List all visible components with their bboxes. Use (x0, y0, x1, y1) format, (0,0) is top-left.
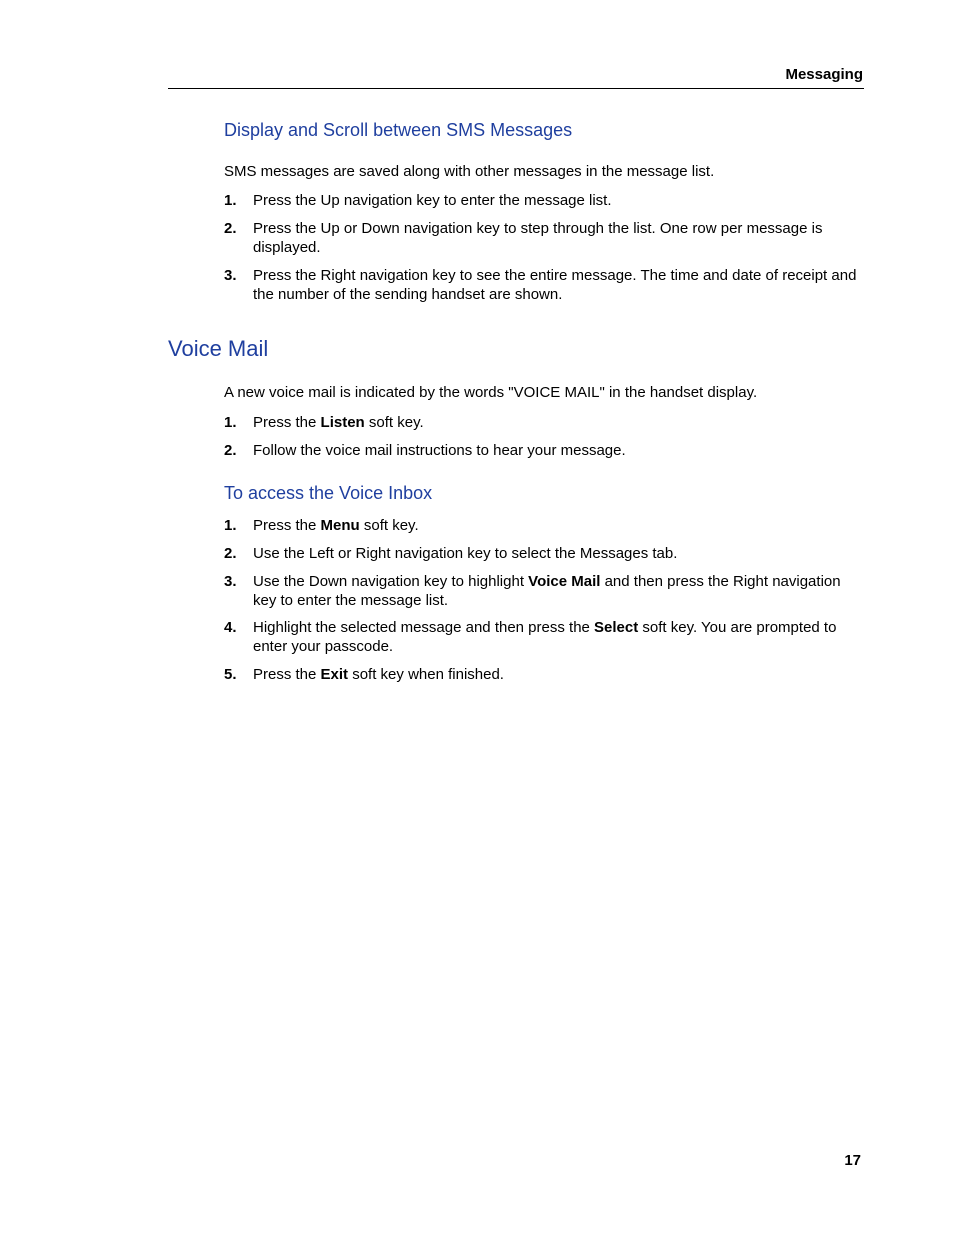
step-number: 4. (224, 619, 237, 636)
step-number: 3. (224, 267, 237, 284)
step-number: 1. (224, 517, 237, 534)
soft-key-name: Listen (320, 414, 365, 431)
sms-heading: Display and Scroll between SMS Messages (224, 120, 573, 140)
soft-key-name: Select (594, 619, 639, 636)
step-text: Follow the voice mail instructions to hear your message. (253, 442, 626, 459)
step-number: 3. (224, 573, 237, 590)
header-rule (168, 88, 864, 89)
step-number: 5. (224, 666, 237, 683)
page-number: 17 (844, 1152, 861, 1169)
step-text: Use the Left or Right navigation key to select the Messages tab. (253, 545, 678, 562)
voicemail-intro: A new voice mail is indicated by the words "VOICE MAIL" in the handset display. (224, 384, 758, 401)
step-number: 2. (224, 220, 237, 237)
sms-step (224, 219, 864, 257)
inbox-step (224, 544, 864, 563)
step-text: Use the Down navigation key to highlight Voice Mail and then press the Right navigation key to enter the message list. (253, 573, 841, 609)
step-number: 2. (224, 442, 237, 459)
sms-step (224, 191, 864, 210)
menu-item-name: Voice Mail (528, 573, 601, 590)
soft-key-name: Menu (320, 517, 360, 534)
step-number: 1. (224, 414, 237, 431)
inbox-step (224, 665, 864, 684)
soft-key-name: Exit (320, 666, 349, 683)
voicemail-step (224, 441, 864, 460)
voicemail-heading: Voice Mail (168, 336, 269, 361)
inbox-heading: To access the Voice Inbox (224, 483, 433, 503)
step-text: Press the Right navigation key to see the entire message. The time and date of receipt and the number of the sending handset are shown. (253, 267, 857, 303)
step-text: Press the Up navigation key to enter the message list. (253, 192, 612, 209)
inbox-step (224, 516, 864, 535)
step-text: Press the Menu soft key. (253, 517, 419, 534)
step-number: 2. (224, 545, 237, 562)
header-section-label: Messaging (785, 66, 863, 83)
inbox-step (224, 572, 864, 610)
step-number: 1. (224, 192, 237, 209)
step-text: Press the Listen soft key. (253, 414, 424, 431)
inbox-step (224, 618, 864, 656)
step-text: Press the Exit soft key when finished. (253, 666, 504, 683)
step-text: Highlight the selected message and then press the Select soft key. You are prompted to enter your passcode. (253, 619, 837, 655)
sms-step (224, 266, 864, 304)
step-text: Press the Up or Down navigation key to step through the list. One row per message is displayed. (253, 220, 823, 256)
sms-intro: SMS messages are saved along with other messages in the message list. (224, 163, 715, 180)
voicemail-step (224, 413, 864, 432)
